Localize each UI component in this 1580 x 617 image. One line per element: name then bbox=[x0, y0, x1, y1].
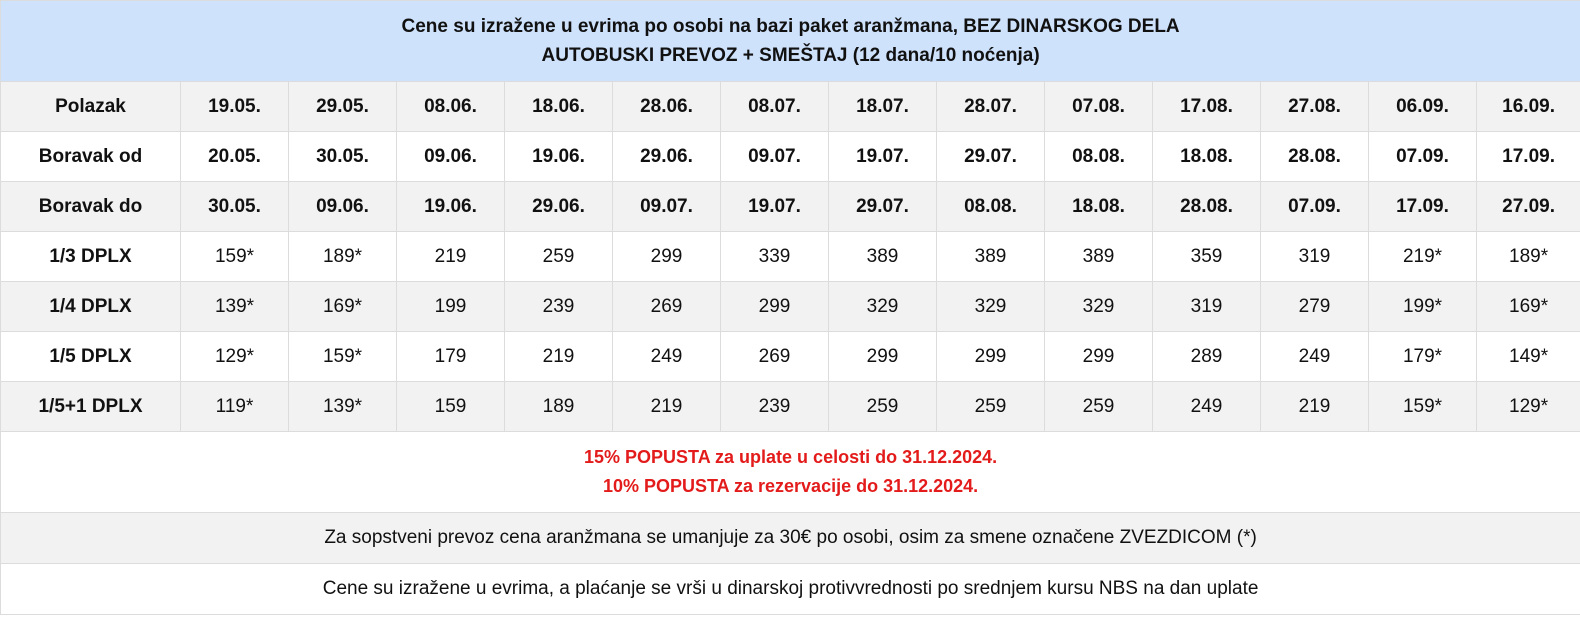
table-cell: 08.08. bbox=[1045, 132, 1153, 182]
table-row bbox=[1, 282, 1580, 332]
row-label: 1/5+1 DPLX bbox=[1, 382, 181, 432]
table-cell: 09.07. bbox=[721, 132, 829, 182]
table-cell: 239 bbox=[721, 382, 829, 432]
table-cell: 189* bbox=[289, 232, 397, 282]
table-row bbox=[1, 332, 1580, 382]
table-row bbox=[1, 82, 1580, 132]
table-cell: 17.09. bbox=[1477, 132, 1580, 182]
table-cell: 269 bbox=[721, 332, 829, 382]
table-cell: 299 bbox=[613, 232, 721, 282]
table-cell: 129* bbox=[181, 332, 289, 382]
table-cell: 129* bbox=[1477, 382, 1580, 432]
table-row bbox=[1, 182, 1580, 232]
promo-line-1: 15% POPUSTA za uplate u celosti do 31.12.2024. bbox=[584, 447, 998, 467]
table-cell: 299 bbox=[937, 332, 1045, 382]
table-cell: 29.05. bbox=[289, 82, 397, 132]
table-cell: 319 bbox=[1153, 282, 1261, 332]
table-cell: 269 bbox=[613, 282, 721, 332]
table-cell: 279 bbox=[1261, 282, 1369, 332]
table-cell: 359 bbox=[1153, 232, 1261, 282]
table-cell: 239 bbox=[505, 282, 613, 332]
row-label: Polazak bbox=[1, 82, 181, 132]
table-cell: 18.06. bbox=[505, 82, 613, 132]
table-cell: 19.06. bbox=[505, 132, 613, 182]
note-row bbox=[1, 564, 1580, 615]
table-cell: 259 bbox=[829, 382, 937, 432]
table-cell: 389 bbox=[937, 232, 1045, 282]
table-cell: 07.09. bbox=[1369, 132, 1477, 182]
table-cell: 09.06. bbox=[289, 182, 397, 232]
row-label: 1/3 DPLX bbox=[1, 232, 181, 282]
table-cell: 16.09. bbox=[1477, 82, 1580, 132]
table-cell: 249 bbox=[1153, 382, 1261, 432]
table-cell: 219 bbox=[397, 232, 505, 282]
table-cell: 339 bbox=[721, 232, 829, 282]
table-cell: 29.06. bbox=[505, 182, 613, 232]
table-cell: 30.05. bbox=[289, 132, 397, 182]
currency-note: Cene su izražene u evrima, a plaćanje se vrši u dinarskoj protivvrednosti po srednjem kursu NBS na dan uplate bbox=[1, 564, 1580, 615]
table-cell: 08.06. bbox=[397, 82, 505, 132]
table-cell: 219 bbox=[1261, 382, 1369, 432]
table-header-row bbox=[1, 1, 1580, 82]
table-cell: 09.06. bbox=[397, 132, 505, 182]
table-cell: 299 bbox=[721, 282, 829, 332]
table-cell: 169* bbox=[1477, 282, 1580, 332]
table-cell: 299 bbox=[829, 332, 937, 382]
table-cell: 08.07. bbox=[721, 82, 829, 132]
table-cell: 28.08. bbox=[1261, 132, 1369, 182]
table-cell: 329 bbox=[937, 282, 1045, 332]
table-cell: 249 bbox=[1261, 332, 1369, 382]
table-cell: 07.08. bbox=[1045, 82, 1153, 132]
table-cell: 219 bbox=[505, 332, 613, 382]
table-header bbox=[1, 1, 1580, 82]
table-cell: 29.07. bbox=[937, 132, 1045, 182]
table-cell: 27.08. bbox=[1261, 82, 1369, 132]
table-cell: 189 bbox=[505, 382, 613, 432]
table-cell: 199* bbox=[1369, 282, 1477, 332]
table-cell: 159* bbox=[289, 332, 397, 382]
table-cell: 28.08. bbox=[1153, 182, 1261, 232]
row-label: 1/5 DPLX bbox=[1, 332, 181, 382]
table-cell: 249 bbox=[613, 332, 721, 382]
table-cell: 19.05. bbox=[181, 82, 289, 132]
note-row bbox=[1, 513, 1580, 564]
promo-row bbox=[1, 432, 1580, 513]
table-cell: 29.07. bbox=[829, 182, 937, 232]
table-row bbox=[1, 382, 1580, 432]
row-label: Boravak do bbox=[1, 182, 181, 232]
table-row bbox=[1, 232, 1580, 282]
table-cell: 299 bbox=[1045, 332, 1153, 382]
row-label: 1/4 DPLX bbox=[1, 282, 181, 332]
table-cell: 259 bbox=[937, 382, 1045, 432]
table-row bbox=[1, 132, 1580, 182]
table-cell: 09.07. bbox=[613, 182, 721, 232]
table-cell: 29.06. bbox=[613, 132, 721, 182]
header-line-2: AUTOBUSKI PREVOZ + SMEŠTAJ (12 dana/10 noćenja) bbox=[541, 45, 1040, 66]
table-cell: 17.08. bbox=[1153, 82, 1261, 132]
table-cell: 389 bbox=[1045, 232, 1153, 282]
table-cell: 389 bbox=[829, 232, 937, 282]
table-cell: 139* bbox=[181, 282, 289, 332]
table-cell: 199 bbox=[397, 282, 505, 332]
table-cell: 19.06. bbox=[397, 182, 505, 232]
table-cell: 28.07. bbox=[937, 82, 1045, 132]
table-cell: 27.09. bbox=[1477, 182, 1580, 232]
table-cell: 18.07. bbox=[829, 82, 937, 132]
table-cell: 179 bbox=[397, 332, 505, 382]
table-cell: 259 bbox=[505, 232, 613, 282]
promo-cell bbox=[1, 432, 1580, 513]
table-cell: 30.05. bbox=[181, 182, 289, 232]
table-cell: 06.09. bbox=[1369, 82, 1477, 132]
table-cell: 219* bbox=[1369, 232, 1477, 282]
promo-line-2: 10% POPUSTA za rezervacije do 31.12.2024. bbox=[602, 476, 979, 496]
table-cell: 169* bbox=[289, 282, 397, 332]
table-cell: 07.09. bbox=[1261, 182, 1369, 232]
table-cell: 20.05. bbox=[181, 132, 289, 182]
table-cell: 329 bbox=[829, 282, 937, 332]
row-label: Boravak od bbox=[1, 132, 181, 182]
table-cell: 159 bbox=[397, 382, 505, 432]
table-cell: 179* bbox=[1369, 332, 1477, 382]
table-cell: 19.07. bbox=[829, 132, 937, 182]
header-line-1: Cene su izražene u evrima po osobi na bazi paket aranžmana, BEZ DINARSKOG DELA bbox=[401, 16, 1180, 37]
table-cell: 19.07. bbox=[721, 182, 829, 232]
table-cell: 149* bbox=[1477, 332, 1580, 382]
table-cell: 189* bbox=[1477, 232, 1580, 282]
table-cell: 28.06. bbox=[613, 82, 721, 132]
table-cell: 219 bbox=[613, 382, 721, 432]
table-cell: 159* bbox=[1369, 382, 1477, 432]
table-cell: 139* bbox=[289, 382, 397, 432]
table-cell: 319 bbox=[1261, 232, 1369, 282]
table-cell: 119* bbox=[181, 382, 289, 432]
table-cell: 18.08. bbox=[1045, 182, 1153, 232]
table-cell: 18.08. bbox=[1153, 132, 1261, 182]
table-cell: 329 bbox=[1045, 282, 1153, 332]
table-cell: 289 bbox=[1153, 332, 1261, 382]
table-cell: 159* bbox=[181, 232, 289, 282]
table-cell: 08.08. bbox=[937, 182, 1045, 232]
table-cell: 17.09. bbox=[1369, 182, 1477, 232]
table-cell: 259 bbox=[1045, 382, 1153, 432]
own-transport-note: Za sopstveni prevoz cena aranžmana se umanjuje za 30€ po osobi, osim za smene označene ZVEZDICOM (*) bbox=[1, 513, 1580, 564]
